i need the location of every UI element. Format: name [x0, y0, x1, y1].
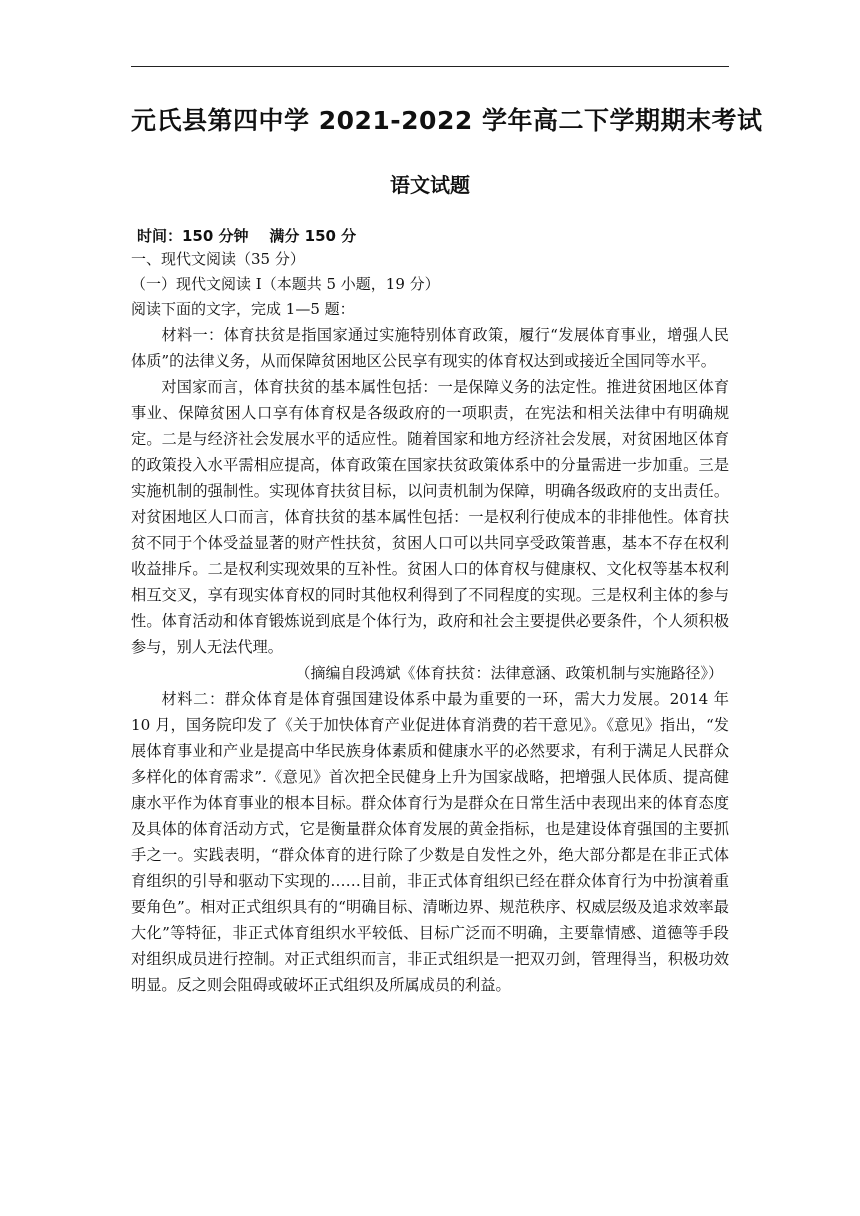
- instruction: 阅读下面的文字，完成 1—5 题：: [131, 300, 355, 318]
- subsection-heading: （一）现代文阅读 I（本题共 5 小题，19 分）: [131, 275, 440, 293]
- header-rule: [131, 66, 729, 67]
- material-one-body: 对国家而言，体育扶贫的基本属性包括：一是保障义务的法定性。推进贫困地区体育事业、保障贫困人口享有体育权是各级政府的一项职责，在宪法和相关法律中有明确规定。二是与经济社会发展水平的适应性。随着国家和地方经济社会发展，对贫困地区体育的政策投入水平需相应提高，体育政策在国家扶贫政策体系中的分量需进一步加重。三是实施机制的强制性。实现体育扶贫目标，以问责机制为保障，明确各级政府的支出责任。对贫困地区人口而言，体育扶贫的基本属性包括：一是权利行使成本的非排他性。体育扶贫不同于个体受益显著的财产性扶贫，贫困人口可以共同享受政策普惠，基本不存在权利收益排斥。二是权利实现效果的互补性。贫困人口的体育权与健康权、文化权等基本权利相互交叉，享有现实体育权的同时其他权利得到了不同程度的实现。三是权利主体的参与性。体育活动和体育锻炼说到底是个体行为，政府和社会主要提供必要条件，个人须积极参与，别人无法代理。: [131, 378, 729, 656]
- exam-meta: 时间：150 分钟 满分 150 分: [137, 227, 357, 245]
- exam-page: [131, 66, 763, 998]
- material-one-paragraph: 材料一：体育扶贫是指国家通过实施特别体育政策，履行“发展体育事业，增强人民体质”的法律义务，从而保障贫困地区公民享有现实的体育权达到或接近全国同等水平。: [131, 326, 729, 370]
- material-two-paragraph: 材料二：群众体育是体育强国建设体系中最为重要的一环，需大力发展。2014 年 10 月，国务院印发了《关于加快体育产业促进体育消费的若干意见》。《意见》指出，“发展体育事业和产业是提高中华民族身体素质和健康水平的必然要求，有利于满足人民群众多样化的体育需求”.《意见》首次把全民健身上升为国家战略，把增强人民体质、提高健康水平作为体育事业的根本目标。群众体育行为是群众在日常生活中表现出来的体育态度及具体的体育活动方式，它是衡量群众体育发展的黄金指标，也是建设体育强国的主要抓手之一。实践表明，“群众体育的进行除了少数是自发性之外，绝大部分都是在非正式体育组织的引导和驱动下实现的……目前，非正式体育组织已经在群众体育行为中扮演着重要角色”。相对正式组织具有的“明确目标、清晰边界、规范秩序、权威层级及追求效率最大化”等特征，非正式体育组织水平较低、目标广泛而不明确，主要靠情感、道德等手段对组织成员进行控制。对正式组织而言，非正式组织是一把双刃剑，管理得当，积极功效明显。反之则会阻碍或破坏正式组织及所属成员的利益。: [131, 690, 729, 994]
- material-one-source: （摘编自段鸿斌《体育扶贫：法律意涵、政策机制与实施路径》）: [295, 664, 723, 682]
- page-subtitle: 语文试题: [390, 173, 470, 197]
- section-heading: 一、现代文阅读（35 分）: [131, 250, 305, 268]
- page-title: 元氏县第四中学 2021-2022 学年高二下学期期末考试: [131, 106, 763, 135]
